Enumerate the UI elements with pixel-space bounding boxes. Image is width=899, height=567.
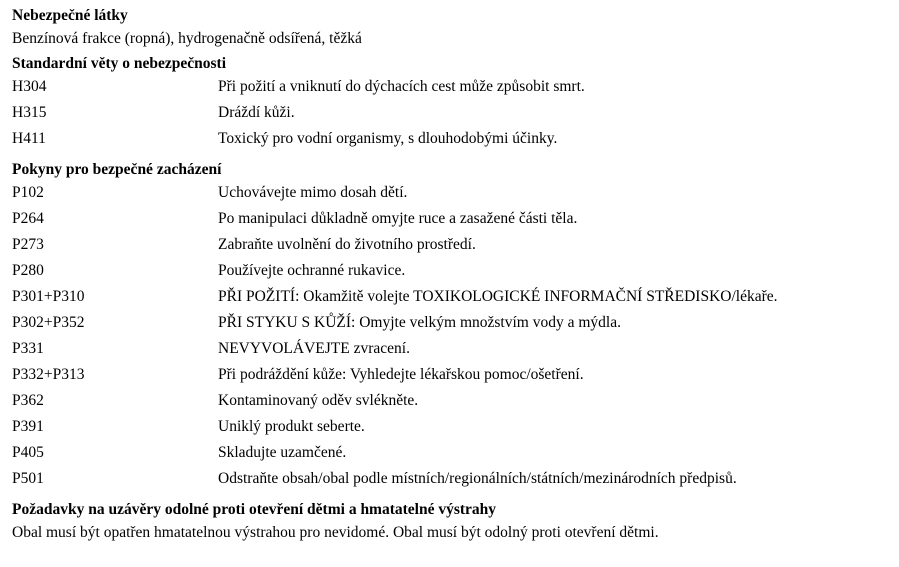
statement-code: P102 — [12, 184, 44, 201]
precautionary-statement-row — [12, 415, 892, 441]
statement-code: P273 — [12, 236, 44, 253]
substance-name: Benzínová frakce (ropná), hydrogenačně odsířená, těžká — [12, 30, 362, 47]
precautionary-statement-row — [12, 285, 892, 311]
statement-code: H411 — [12, 130, 46, 147]
hazard-statement-row — [12, 75, 892, 101]
child-resistant-text: Obal musí být opatřen hmatatelnou výstrahou pro nevidomé. Obal musí být odolný proti otevření dětmi. — [12, 524, 659, 541]
statement-text: Používejte ochranné rukavice. — [218, 262, 406, 279]
precautionary-statement-row — [12, 363, 892, 389]
precautionary-statement-row — [12, 233, 892, 259]
hazard-statement-row — [12, 127, 892, 153]
precautionary-statement-row — [12, 259, 892, 285]
statement-code: P332+P313 — [12, 366, 85, 383]
statement-code: P301+P310 — [12, 288, 85, 305]
precautionary-statements-list — [12, 181, 892, 493]
statement-text: Při požití a vniknutí do dýchacích cest může způsobit smrt. — [218, 78, 585, 95]
statement-text: PŘI STYKU S KŮŽÍ: Omyjte velkým množstvím vody a mýdla. — [218, 314, 621, 331]
precautionary-statement-row — [12, 181, 892, 207]
statement-code: H304 — [12, 78, 47, 95]
hazard-statements-heading: Standardní věty o nebezpečnosti — [12, 55, 226, 72]
hazard-statement-row — [12, 101, 892, 127]
precautionary-statement-row — [12, 207, 892, 233]
statement-text: Po manipulaci důkladně omyjte ruce a zasažené části těla. — [218, 210, 578, 227]
child-resistant-heading: Požadavky na uzávěry odolné proti otevření dětmi a hmatatelné výstrahy — [12, 501, 497, 518]
statement-text: Kontaminovaný oděv svlékněte. — [218, 392, 419, 409]
hazardous-substances-heading: Nebezpečné látky — [12, 7, 128, 24]
statement-code: P391 — [12, 418, 44, 435]
statement-code: P264 — [12, 210, 44, 227]
statement-code: H315 — [12, 104, 47, 121]
precautionary-statement-row — [12, 337, 892, 363]
statement-code: P501 — [12, 470, 44, 487]
statement-text: Toxický pro vodní organismy, s dlouhodobými účinky. — [218, 130, 558, 147]
statement-code: P280 — [12, 262, 44, 279]
statement-code: P405 — [12, 444, 44, 461]
safety-label-document — [12, 5, 892, 547]
statement-code: P331 — [12, 340, 44, 357]
statement-text: Dráždí kůži. — [218, 104, 295, 121]
statement-text: Při podráždění kůže: Vyhledejte lékařskou pomoc/ošetření. — [218, 366, 584, 383]
statement-code: P362 — [12, 392, 44, 409]
statement-text: Skladujte uzamčené. — [218, 444, 347, 461]
precautionary-statements-heading: Pokyny pro bezpečné zacházení — [12, 161, 222, 178]
statement-text: Zabraňte uvolnění do životního prostředí. — [218, 236, 476, 253]
statement-text: Odstraňte obsah/obal podle místních/regionálních/státních/mezinárodních předpisů. — [218, 470, 737, 487]
precautionary-statement-row — [12, 467, 892, 493]
precautionary-statement-row — [12, 389, 892, 415]
statement-text: Uchovávejte mimo dosah dětí. — [218, 184, 408, 201]
statement-text: Uniklý produkt seberte. — [218, 418, 365, 435]
hazard-statements-list — [12, 75, 892, 153]
precautionary-statement-row — [12, 441, 892, 467]
precautionary-statement-row — [12, 311, 892, 337]
statement-text: PŘI POŽITÍ: Okamžitě volejte TOXIKOLOGICKÉ INFORMAČNÍ STŘEDISKO/lékaře. — [218, 288, 778, 305]
statement-code: P302+P352 — [12, 314, 85, 331]
statement-text: NEVYVOLÁVEJTE zvracení. — [218, 340, 410, 357]
